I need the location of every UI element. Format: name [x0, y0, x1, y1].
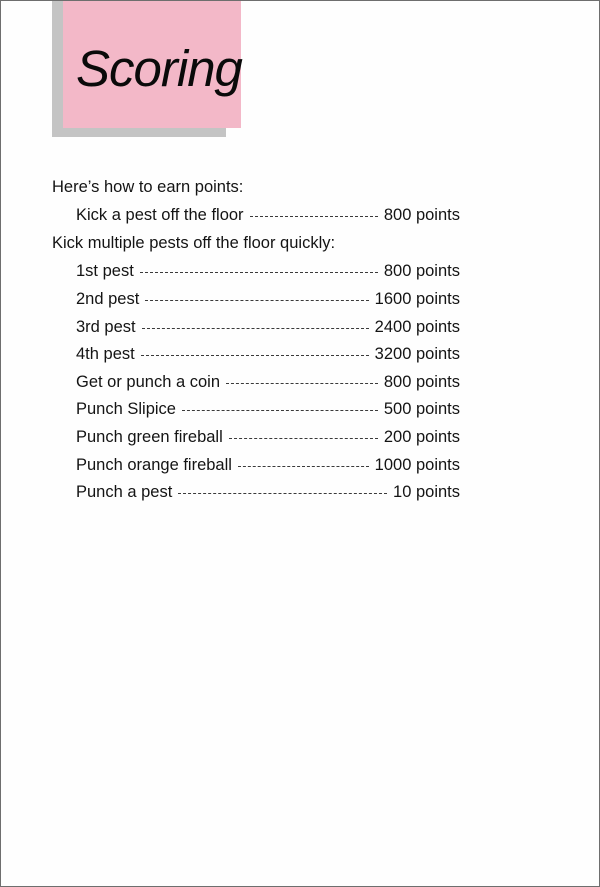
score-label: Punch Slipice	[76, 400, 176, 418]
multi-kick-heading: Kick multiple pests off the floor quickly:	[52, 234, 336, 252]
score-points: 1600 points	[374, 290, 460, 308]
dot-leader	[238, 466, 369, 467]
score-label: 3rd pest	[76, 318, 136, 336]
dot-leader	[145, 300, 368, 301]
dot-leader	[178, 493, 387, 494]
dot-leader	[250, 216, 378, 217]
score-row	[76, 343, 460, 365]
score-label: Punch orange fireball	[76, 456, 232, 474]
score-row	[76, 288, 460, 310]
score-label: 2nd pest	[76, 290, 140, 308]
score-points: 10 points	[393, 483, 460, 501]
score-row	[76, 426, 460, 448]
score-points: 3200 points	[374, 345, 460, 363]
score-row	[76, 371, 460, 393]
score-row	[76, 454, 460, 476]
score-points: 500 points	[383, 400, 460, 418]
score-row	[76, 316, 460, 338]
score-row-kick	[76, 204, 460, 226]
score-points: 200 points	[383, 428, 460, 446]
score-label: Punch a pest	[76, 483, 173, 501]
score-points: 800 points	[383, 206, 460, 224]
score-points: 2400 points	[374, 318, 460, 336]
score-label: Get or punch a coin	[76, 373, 221, 391]
intro-text: Here’s how to earn points:	[52, 178, 244, 196]
dot-leader	[226, 383, 378, 384]
score-label: 4th pest	[76, 345, 135, 363]
score-row	[76, 481, 460, 503]
dot-leader	[182, 410, 378, 411]
score-points: 1000 points	[374, 456, 460, 474]
page-title: Scoring	[76, 40, 242, 97]
score-row	[76, 398, 460, 420]
score-row	[76, 260, 460, 282]
dot-leader	[141, 355, 369, 356]
score-label: Punch green fireball	[76, 428, 223, 446]
score-points: 800 points	[383, 262, 460, 280]
dot-leader	[142, 328, 369, 329]
score-label: 1st pest	[76, 262, 134, 280]
score-label: Kick a pest off the floor	[76, 206, 244, 224]
score-points: 800 points	[383, 373, 460, 391]
dot-leader	[229, 438, 378, 439]
dot-leader	[140, 272, 378, 273]
